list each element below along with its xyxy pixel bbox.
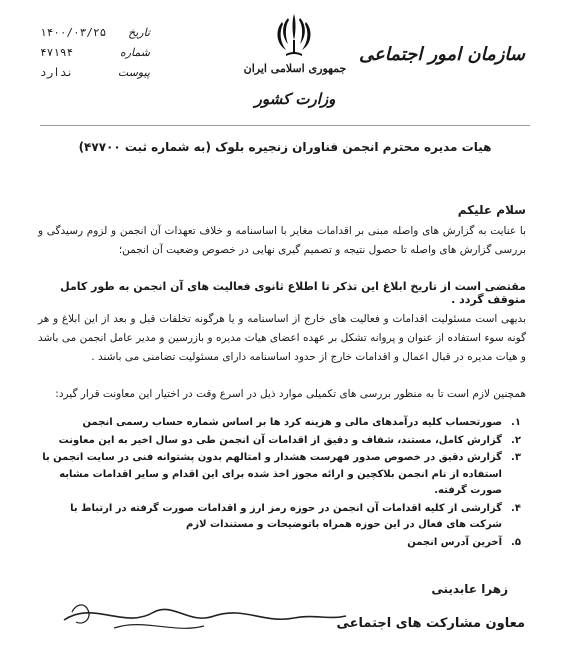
requirements-list <box>38 415 530 552</box>
organization-name: سازمان امور اجتماعی <box>359 44 525 65</box>
paragraph-3: همچنین لازم است تا به منظور بررسی های تکمیلی موارد ذیل در اسرع وقت در اختیار این معاونت قرار گیرد: <box>55 388 526 400</box>
list-item-number: ۲. <box>511 434 521 446</box>
meta-date-value: ۱۴۰۰/۰۳/۲۵ <box>40 25 107 39</box>
list-item-number: ۳. <box>511 452 521 463</box>
meta-attachment-label: پیوست <box>117 65 150 79</box>
greeting: سلام علیکم <box>457 203 526 217</box>
suspension-notice: مقتضی است از تاریخ ابلاغ این تذکر تا اطلاع ثانوی فعالیت های آن انجمن به طور کامل متوقف گردد . <box>60 280 526 306</box>
paragraph-1: با عنایت به گزارش های واصله مبنی بر اقدامات مغایر با اساسنامه و خلاف تعهدات آن انجمن و لزوم رسیدگی و بررسی گزارش های واصله تا حصول نتیجه و تصمیم گیری نهایی در خصوص وضعیت آن انجمن؛ <box>38 225 526 256</box>
handwritten-signature-icon <box>54 590 354 640</box>
meta-date <box>40 22 150 42</box>
meta-number-label: شماره <box>119 45 150 59</box>
list-item <box>38 433 530 450</box>
ministry-name: وزارت کشور <box>254 90 336 108</box>
signer-name: زهرا عابدینی <box>431 582 508 596</box>
meta-attachment-value: ندارد <box>40 65 74 79</box>
paragraph-2: بدیهی است مسئولیت اقدامات و فعالیت های خارج از اساسنامه و یا هرگونه تخلفات قبل و بعد از این ابلاغ و هر گونه سوء استفاده از عنوان و پروانه تشکل بر عهده اعضای هیات مدیره و بازرسین و مدیر عامل انجمن می باشد و هیات مدیره در قبال اعمال و اقدامات خارج از حدود اساسنامه دارای مسئولیت تضامنی می باشند . <box>38 313 526 363</box>
list-item <box>38 450 530 500</box>
meta-number-value: ۴۷۱۹۴ <box>40 45 74 59</box>
list-item-text: گزارشی از کلیه اقدامات آن انجمن در حوزه رمز ارز و اقدامات صورت گرفته در ارتباط با شرکت های فعال در این حوزه همراه باتوضیحات و مستندات لازم <box>70 502 502 530</box>
meta-attachment <box>40 62 150 82</box>
list-item <box>38 535 530 552</box>
list-item-text: صورتحساب کلیه درآمدهای مالی و هزینه کرد ها بر اساس شماره حساب رسمی انجمن <box>82 417 502 428</box>
letter-meta <box>40 22 150 82</box>
list-item-number: ۴. <box>511 502 521 514</box>
list-item-text: گزارش دقیق در خصوص صدور فهرست هشدار و امتالهم بدون پشتوانه فنی در سایت انجمن با استفاده از نام انجمن بلاکچین و ارائه مجوز اخذ شده برای این اقدام و سایر اقدامات مشابه صورت گرفته. <box>42 452 502 496</box>
list-item-number: ۱. <box>511 417 521 428</box>
meta-date-label: تاریخ <box>128 25 150 39</box>
signer-title: معاون مشارکت های اجتماعی <box>336 616 525 631</box>
list-item-text: آخرین آدرس انجمن <box>407 536 502 548</box>
header-divider <box>40 125 530 126</box>
letter-subject: هیات مدیره محترم انجمن فناوران زنجیره بلوک (به شماره ثبت ۴۷۷۰۰) <box>78 140 492 154</box>
iran-emblem-icon <box>272 10 316 62</box>
list-item-text: گزارش کامل، مستند، شفاف و دقیق از اقدامات آن انجمن طی دو سال اخیر به این معاونت <box>58 434 502 446</box>
list-item-number: ۵. <box>511 536 521 548</box>
republic-name: جمهوری اسلامی ایران <box>243 62 347 75</box>
meta-number <box>40 42 150 62</box>
list-item <box>38 501 530 534</box>
list-item <box>38 415 530 432</box>
